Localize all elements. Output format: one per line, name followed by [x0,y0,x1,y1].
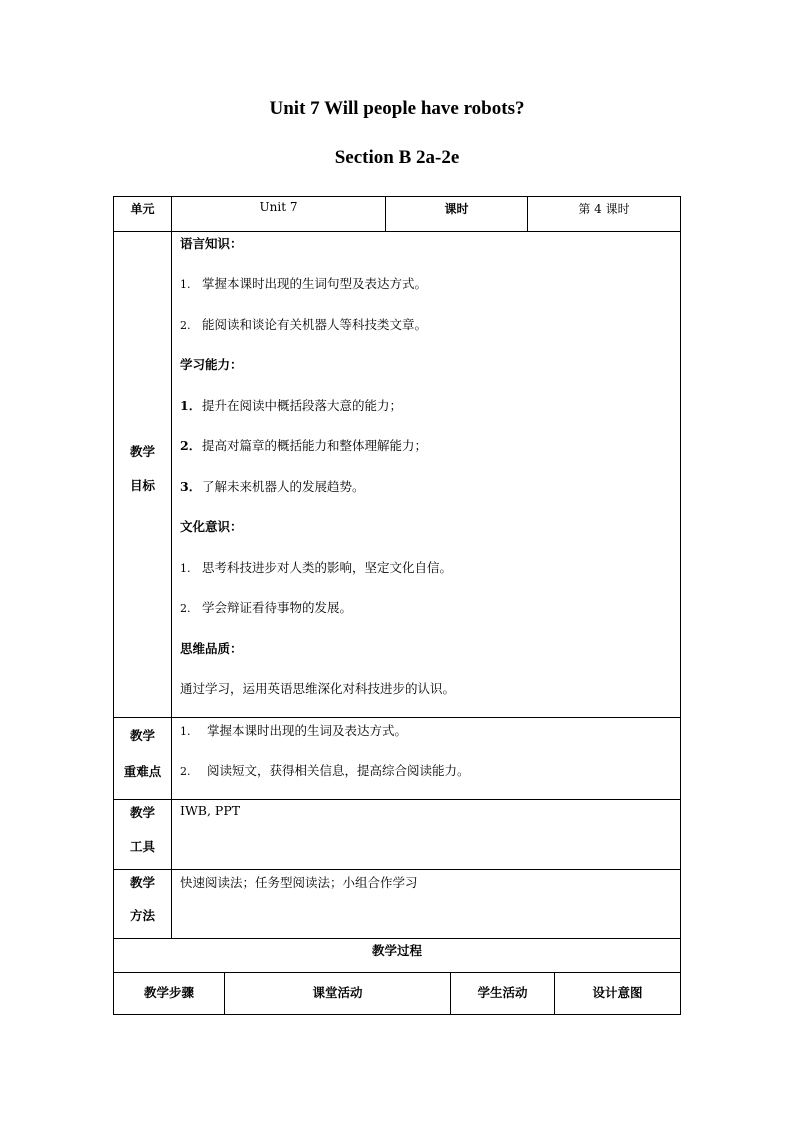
item-text: 提高对篇章的概括能力和整体理解能力； [202,438,428,453]
tools-label-cell [113,800,172,870]
item-number: 1. [180,562,191,575]
item-number: 3． [180,479,202,494]
item-text: 学会辩证看待事物的发展。 [202,600,353,615]
column-label: 教学步骤 [143,985,194,1000]
ability-heading: 学习能力： [180,357,243,372]
list-item [180,436,427,454]
item-number: 2. [180,319,191,332]
objectives-label-cell [113,232,172,718]
unit-value-cell [172,196,386,232]
methods-label-2: 方法 [129,908,155,923]
objectives-label-2: 目标 [129,478,155,493]
key-points-content-cell [172,718,681,800]
objectives-label-1: 教学 [129,444,155,459]
list-item [180,477,365,495]
methods-value: 快速阅读法；任务型阅读法；小组合作学习 [180,875,418,890]
lesson-value-cell [528,196,681,232]
column-label: 课堂活动 [312,985,363,1000]
document-subtitle: Section B 2a-2e [334,147,460,168]
item-text: 了解未来机器人的发展趋势。 [202,479,365,494]
item-text: 思考科技进步对人类的影响，坚定文化自信。 [202,560,453,575]
methods-label-1: 教学 [129,875,155,890]
list-item [180,274,427,292]
item-number: 1. [180,278,191,291]
process-column-header [225,973,451,1015]
unit-value: Unit 7 [259,200,298,214]
list-item [180,315,427,333]
process-column-header [555,973,681,1015]
key-points-label-2: 重难点 [123,764,162,779]
tools-value: IWB, PPT [180,803,241,818]
lesson-value: 第 4 课时 [578,202,630,216]
list-item [180,598,352,616]
lesson-label: 课时 [444,202,469,216]
tools-content-cell [172,800,681,870]
item-number: 2. [180,602,191,615]
item-number: 1. [180,725,191,738]
column-label: 设计意图 [592,985,643,1000]
list-item [180,396,402,414]
list-item [180,558,452,576]
process-column-header [451,973,555,1015]
item-text: 掌握本课时出现的生词句型及表达方式。 [202,276,428,291]
process-column-header [113,973,225,1015]
methods-label-cell [113,870,172,939]
key-points-label-1: 教学 [129,728,155,743]
lesson-label-cell [386,196,528,232]
list-item [180,761,470,779]
key-points-label-cell [113,718,172,800]
list-item [180,721,407,739]
lang-heading: 语言知识： [180,236,243,251]
methods-content-cell [172,870,681,939]
document-title: Unit 7 Will people have robots? [269,98,525,119]
tools-label-1: 教学 [129,805,155,820]
process-heading: 教学过程 [371,943,422,958]
column-label: 学生活动 [477,985,528,1000]
thinking-heading: 思维品质： [180,641,243,656]
thinking-text: 通过学习，运用英语思维深化对科技进步的认识。 [180,681,456,696]
item-text: 阅读短文，获得相关信息，提高综合阅读能力。 [207,763,470,778]
process-heading-cell [113,939,681,973]
culture-heading: 文化意识： [180,519,243,534]
item-text: 掌握本课时出现的生词及表达方式。 [207,723,408,738]
item-number: 2. [180,765,191,778]
item-number: 2． [180,438,202,453]
item-number: 1． [180,398,202,413]
tools-label-2: 工具 [129,839,155,854]
unit-label: 单元 [130,202,155,216]
unit-label-cell [113,196,172,232]
objectives-content-cell [172,232,681,718]
item-text: 提升在阅读中概括段落大意的能力； [202,398,403,413]
item-text: 能阅读和谈论有关机器人等科技类文章。 [202,317,428,332]
